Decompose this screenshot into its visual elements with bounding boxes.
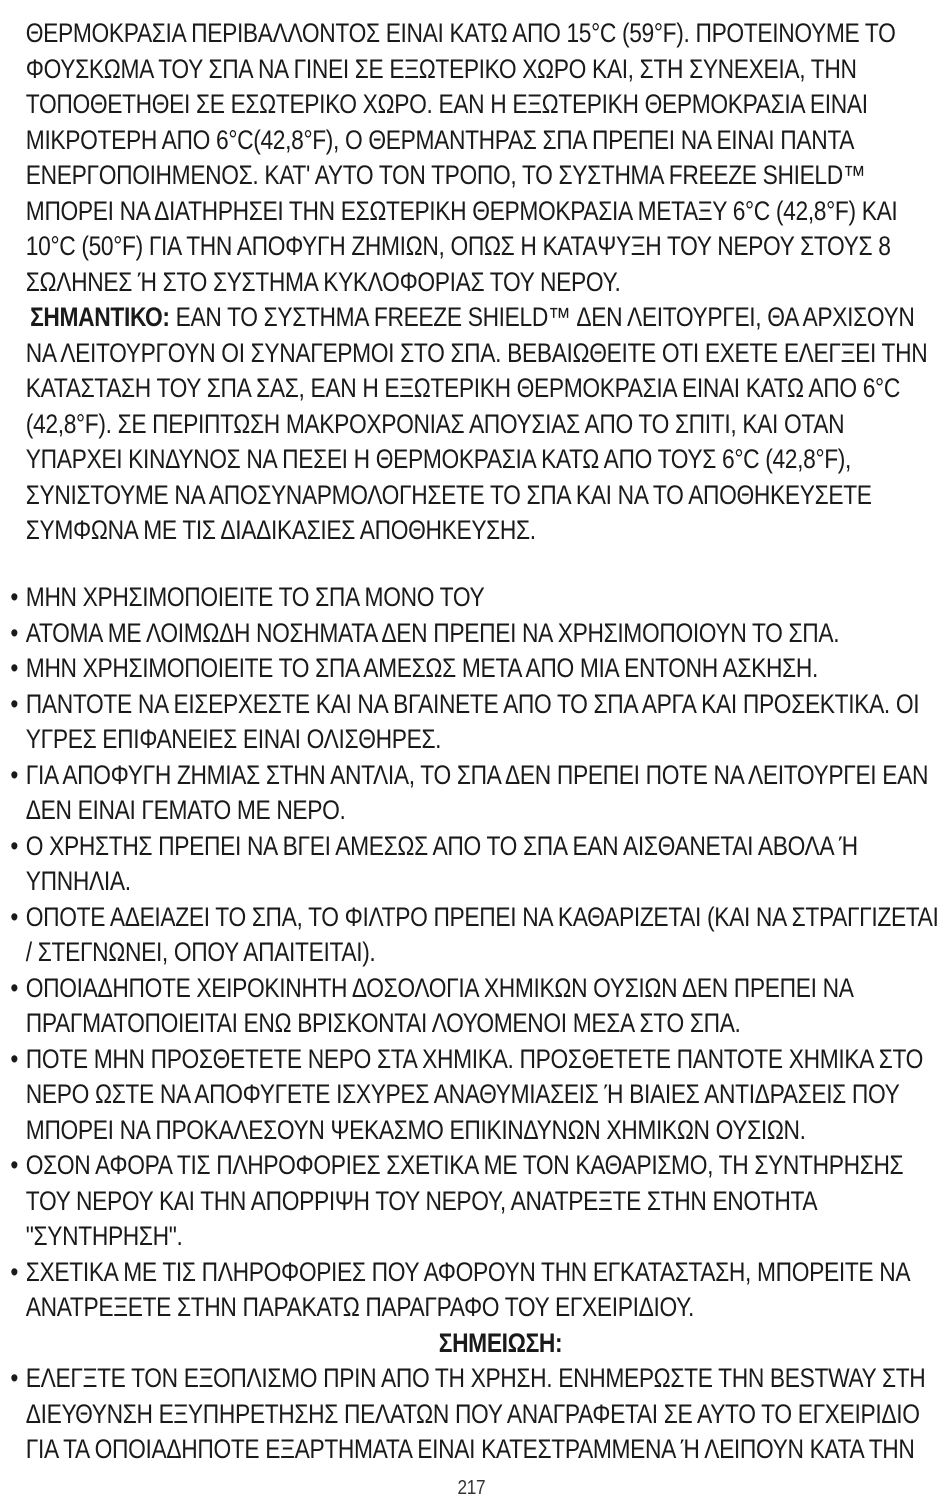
bullet-line: ΣΧΕΤΙΚΑ ΜΕ ΤΙΣ ΠΛΗΡΟΦΟΡΙΕΣ ΠΟΥ ΑΦΟΡΟΥΝ ΤΗΝ ΕΓΚΑΤΑΣΤΑΣΗ, ΜΠΟΡΕΙΤΕ ΝΑ — [25, 1256, 911, 1287]
bullet-line: ΟΠΟΙΑΔΗΠΟΤΕ ΧΕΙΡΟΚΙΝΗΤΗ ΔΟΣΟΛΟΓΙΑ ΧΗΜΙΚΩΝ ΟΥΣΙΩΝ ΔΕΝ ΠΡΕΠΕΙ ΝΑ — [25, 972, 854, 1003]
bullet-line: ΟΣΟΝ ΑΦΟΡΑ ΤΙΣ ΠΛΗΡΟΦΟΡΙΕΣ ΣΧΕΤΙΚΑ ΜΕ ΤΟΝ ΚΑΘΑΡΙΣΜΟ, ΤΗ ΣΥΝΤΗΡΗΣΗΣ — [25, 1150, 904, 1180]
bullet-dot: • — [10, 830, 18, 861]
bullet-line: ΔΙΕΥΘΥΝΣΗ ΕΞΥΠΗΡΕΤΗΣΗΣ ΠΕΛΑΤΩΝ ΠΟΥ ΑΝΑΓΡΑΦΕΤΑΙ ΣΕ ΑΥΤΟ ΤΟ ΕΓΧΕΙΡΙΔΙΟ — [25, 1398, 920, 1429]
bullet-line: ΠΑΝΤΟΤΕ ΝΑ ΕΙΣΕΡΧΕΣΤΕ ΚΑΙ ΝΑ ΒΓΑΙΝΕΤΕ ΑΠΟ ΤΟ ΣΠΑ ΑΡΓΑ ΚΑΙ ΠΡΟΣΕΚΤΙΚΑ. ΟΙ — [25, 688, 920, 719]
bullet-line: ΠΟΤΕ ΜΗΝ ΠΡΟΣΘΕΤΕΤΕ ΝΕΡΟ ΣΤΑ ΧΗΜΙΚΑ. ΠΡΟΣΘΕΤΕΤΕ ΠΑΝΤΟΤΕ ΧΗΜΙΚΑ ΣΤΟ — [25, 1043, 924, 1074]
bullet-line: / ΣΤΕΓΝΩΝΕΙ, ΟΠΟΥ ΑΠΑΙΤΕΙΤΑΙ). — [25, 937, 376, 967]
important-line: (42,8°F). ΣΕ ΠΕΡΙΠΤΩΣΗ ΜΑΚΡΟΧΡΟΝΙΑΣ ΑΠΟΥΣΙΑΣ ΑΠΟ ΤΟ ΣΠΙΤΙ, ΚΑΙ ΟΤΑΝ — [25, 408, 845, 439]
note-heading-row — [10, 1326, 939, 1362]
important-line: ΣΥΝΙΣΤΟΥΜΕ ΝΑ ΑΠΟΣΥΝΑΡΜΟΛΟΓΗΣΕΤΕ ΤΟ ΣΠΑ ΚΑΙ ΝΑ ΤΟ ΑΠΟΘΗΚΕΥΣΕΤΕ — [25, 479, 872, 510]
bullet-item — [10, 1255, 939, 1326]
bullet-line: ΔΕΝ ΕΙΝΑΙ ΓΕΜΑΤΟ ΜΕ ΝΕΡΟ. — [25, 795, 346, 825]
intro-line: ΣΩΛΗΝΕΣ Ή ΣΤΟ ΣΥΣΤΗΜΑ ΚΥΚΛΟΦΟΡΙΑΣ ΤΟΥ ΝΕΡΟΥ. — [25, 266, 621, 297]
intro-line: ΘΕΡΜΟΚΡΑΣΙΑ ΠΕΡΙΒΑΛΛΟΝΤΟΣ ΕΙΝΑΙ ΚΑΤΩ ΑΠΟ 15°C (59°F). ΠΡΟΤΕΙΝΟΥΜΕ ΤΟ — [25, 18, 896, 48]
bullet-line: ΝΕΡΟ ΩΣΤΕ ΝΑ ΑΠΟΦΥΓΕΤΕ ΙΣΧΥΡΕΣ ΑΝΑΘΥΜΙΑΣΕΙΣ Ή ΒΙΑΙΕΣ ΑΝΤΙΔΡΑΣΕΙΣ ΠΟΥ — [25, 1079, 900, 1109]
important-text: ΕΑΝ ΤΟ ΣΥΣΤΗΜΑ FREEZE SHIELD™ ΔΕΝ ΛΕΙΤΟΥΡΓΕΙ, ΘΑ ΑΡΧΙΣΟΥΝ — [169, 302, 915, 332]
bullet-line: ΓΙΑ ΑΠΟΦΥΓΗ ΖΗΜΙΑΣ ΣΤΗΝ ΑΝΤΛΙΑ, ΤΟ ΣΠΑ ΔΕΝ ΠΡΕΠΕΙ ΠΟΤΕ ΝΑ ΛΕΙΤΟΥΡΓΕΙ ΕΑΝ — [25, 759, 929, 790]
bullet-item — [10, 616, 939, 652]
bullet-item — [10, 1148, 939, 1255]
bullet-line: ΓΙΑ ΤΑ ΟΠΟΙΑΔΗΠΟΤΕ ΕΞΑΡΤΗΜΑΤΑ ΕΙΝΑΙ ΚΑΤΕΣΤΡΑΜΜΕΝΑ Ή ΛΕΙΠΟΥΝ ΚΑΤΑ ΤΗΝ — [25, 1434, 915, 1464]
bullet-line: ΕΛΕΓΞΤΕ ΤΟΝ ΕΞΟΠΛΙΣΜΟ ΠΡΙΝ ΑΠΟ ΤΗ ΧΡΗΣΗ. ΕΝΗΜΕΡΩΣΤΕ ΤΗΝ BESTWAY ΣΤΗ — [25, 1363, 926, 1393]
bullet-item — [10, 900, 939, 971]
bullet-dot: • — [10, 1150, 18, 1180]
bullet-dot: • — [10, 759, 18, 790]
bullet-item — [10, 758, 939, 829]
bullet-line: ΑΝΑΤΡΕΞΕΤΕ ΣΤΗΝ ΠΑΡΑΚΑΤΩ ΠΑΡΑΓΡΑΦΟ ΤΟΥ ΕΓΧΕΙΡΙΔΙΟΥ. — [25, 1292, 695, 1322]
important-label: ΣΗΜΑΝΤΙΚΟ: — [30, 302, 170, 332]
bullet-dot: • — [10, 653, 18, 683]
bullet-line: ΠΡΑΓΜΑΤΟΠΟΙΕΙΤΑΙ ΕΝΩ ΒΡΙΣΚΟΝΤΑΙ ΛΟΥΟΜΕΝΟΙ ΜΕΣΑ ΣΤΟ ΣΠΑ. — [25, 1008, 741, 1038]
bullet-item — [10, 1042, 939, 1149]
bullet-dot: • — [10, 582, 18, 612]
bullet-item — [10, 651, 939, 687]
important-line: ΝΑ ΛΕΙΤΟΥΡΓΟΥΝ ΟΙ ΣΥΝΑΓΕΡΜΟΙ ΣΤΟ ΣΠΑ. ΒΕΒΑΙΩΘΕΙΤΕ ΟΤΙ ΕΧΕΤΕ ΕΛΕΓΞΕΙ ΤΗΝ — [25, 337, 928, 368]
bullet-line: ΥΓΡΕΣ ΕΠΙΦΑΝΕΙΕΣ ΕΙΝΑΙ ΟΛΙΣΘΗΡΕΣ. — [25, 724, 442, 754]
bullet-line: "ΣΥΝΤΗΡΗΣΗ". — [25, 1221, 183, 1251]
bullet-line: ΜΗΝ ΧΡΗΣΙΜΟΠΟΙΕΙΤΕ ΤΟ ΣΠΑ ΜΟΝΟ ΤΟΥ — [25, 582, 485, 612]
bullet-line: ΟΠΟΤΕ ΑΔΕΙΑΖΕΙ ΤΟ ΣΠΑ, ΤΟ ΦΙΛΤΡΟ ΠΡΕΠΕΙ ΝΑ ΚΑΘΑΡΙΖΕΤΑΙ (ΚΑΙ ΝΑ ΣΤΡΑΓΓΙΖΕΤΑΙ — [25, 901, 939, 932]
important-line: ΚΑΤΑΣΤΑΣΗ ΤΟΥ ΣΠΑ ΣΑΣ, ΕΑΝ Η ΕΞΩΤΕΡΙΚΗ ΘΕΡΜΟΚΡΑΣΙΑ ΕΙΝΑΙ ΚΑΤΩ ΑΠΟ 6°C — [25, 373, 900, 403]
bullet-line: ΜΗΝ ΧΡΗΣΙΜΟΠΟΙΕΙΤΕ ΤΟ ΣΠΑ ΑΜΕΣΩΣ ΜΕΤΑ ΑΠΟ ΜΙΑ ΕΝΤΟΝΗ ΑΣΚΗΣΗ. — [25, 653, 818, 683]
bullet-line: ΑΤΟΜΑ ΜΕ ΛΟΙΜΩΔΗ ΝΟΣΗΜΑΤΑ ΔΕΝ ΠΡΕΠΕΙ ΝΑ ΧΡΗΣΙΜΟΠΟΙΟΥΝ ΤΟ ΣΠΑ. — [25, 617, 840, 648]
intro-line: ΕΝΕΡΓΟΠΟΙΗΜΕΝΟΣ. ΚΑΤ' ΑΥΤΟ ΤΟΝ ΤΡΟΠΟ, ΤΟ ΣΥΣΤΗΜΑ FREEZE SHIELD™ — [25, 160, 866, 190]
page-number: 217 — [457, 1477, 486, 1499]
note-bullet-item — [10, 1361, 939, 1468]
bullet-dot: • — [10, 1256, 18, 1287]
intro-line: 10°C (50°F) ΓΙΑ ΤΗΝ ΑΠΟΦΥΓΗ ΖΗΜΙΩΝ, ΟΠΩΣ Η ΚΑΤΑΨΥΞΗ ΤΟΥ ΝΕΡΟΥ ΣΤΟΥΣ 8 — [25, 231, 891, 261]
bullet-line: ΥΠΝΗΛΙΑ. — [25, 866, 131, 896]
important-line: ΣΥΜΦΩΝΑ ΜΕ ΤΙΣ ΔΙΑΔΙΚΑΣΙΕΣ ΑΠΟΘΗΚΕΥΣΗΣ. — [25, 515, 536, 545]
bullet-line: ΜΠΟΡΕΙ ΝΑ ΠΡΟΚΑΛΕΣΟΥΝ ΨΕΚΑΣΜΟ ΕΠΙΚΙΝΔΥΝΩΝ ΧΗΜΙΚΩΝ ΟΥΣΙΩΝ. — [25, 1114, 806, 1145]
safety-bullet-list — [10, 580, 939, 1468]
intro-line: ΜΙΚΡΟΤΕΡΗ ΑΠΟ 6°C(42,8°F), Ο ΘΕΡΜΑΝΤΗΡΑΣ ΣΠΑ ΠΡΕΠΕΙ ΝΑ ΕΙΝΑΙ ΠΑΝΤΑ — [25, 124, 855, 155]
intro-line: ΤΟΠΟΘΕΤΗΘΕΙ ΣΕ ΕΣΩΤΕΡΙΚΟ ΧΩΡΟ. ΕΑΝ Η ΕΞΩΤΕΡΙΚΗ ΘΕΡΜΟΚΡΑΣΙΑ ΕΙΝΑΙ — [25, 89, 868, 119]
intro-paragraph — [26, 16, 938, 549]
important-notice-line — [26, 300, 938, 336]
bullet-dot: • — [10, 688, 18, 719]
intro-line: ΦΟΥΣΚΩΜΑ ΤΟΥ ΣΠΑ ΝΑ ΓΙΝΕΙ ΣΕ ΕΞΩΤΕΡΙΚΟ ΧΩΡΟ ΚΑΙ, ΣΤΗ ΣΥΝΕΧΕΙΑ, ΤΗΝ — [25, 53, 857, 84]
bullet-line: Ο ΧΡΗΣΤΗΣ ΠΡΕΠΕΙ ΝΑ ΒΓΕΙ ΑΜΕΣΩΣ ΑΠΟ ΤΟ ΣΠΑ ΕΑΝ ΑΙΣΘΑΝΕΤΑΙ ΑΒΟΛΑ Ή — [25, 830, 858, 861]
bullet-item — [10, 971, 939, 1042]
note-heading: ΣΗΜΕΙΩΣΗ: — [438, 1327, 563, 1358]
important-line: ΥΠΑΡΧΕΙ ΚΙΝΔΥΝΟΣ ΝΑ ΠΕΣΕΙ Η ΘΕΡΜΟΚΡΑΣΙΑ ΚΑΤΩ ΑΠΟ ΤΟΥΣ 6°C (42,8°F), — [25, 444, 852, 474]
bullet-dot: • — [10, 901, 18, 932]
bullet-dot: • — [10, 1043, 18, 1074]
intro-line: ΜΠΟΡΕΙ ΝΑ ΔΙΑΤΗΡΗΣΕΙ ΤΗΝ ΕΣΩΤΕΡΙΚΗ ΘΕΡΜΟΚΡΑΣΙΑ ΜΕΤΑΞΥ 6°C (42,8°F) ΚΑΙ — [25, 195, 898, 226]
bullet-dot: • — [10, 617, 18, 648]
bullet-item — [10, 580, 939, 616]
bullet-line: ΤΟΥ ΝΕΡΟΥ ΚΑΙ ΤΗΝ ΑΠΟΡΡΙΨΗ ΤΟΥ ΝΕΡΟΥ, ΑΝΑΤΡΕΞΤΕ ΣΤΗΝ ΕΝΟΤΗΤΑ — [25, 1185, 818, 1216]
bullet-item — [10, 687, 939, 758]
bullet-item — [10, 829, 939, 900]
bullet-dot: • — [10, 972, 18, 1003]
bullet-dot: • — [10, 1363, 18, 1393]
